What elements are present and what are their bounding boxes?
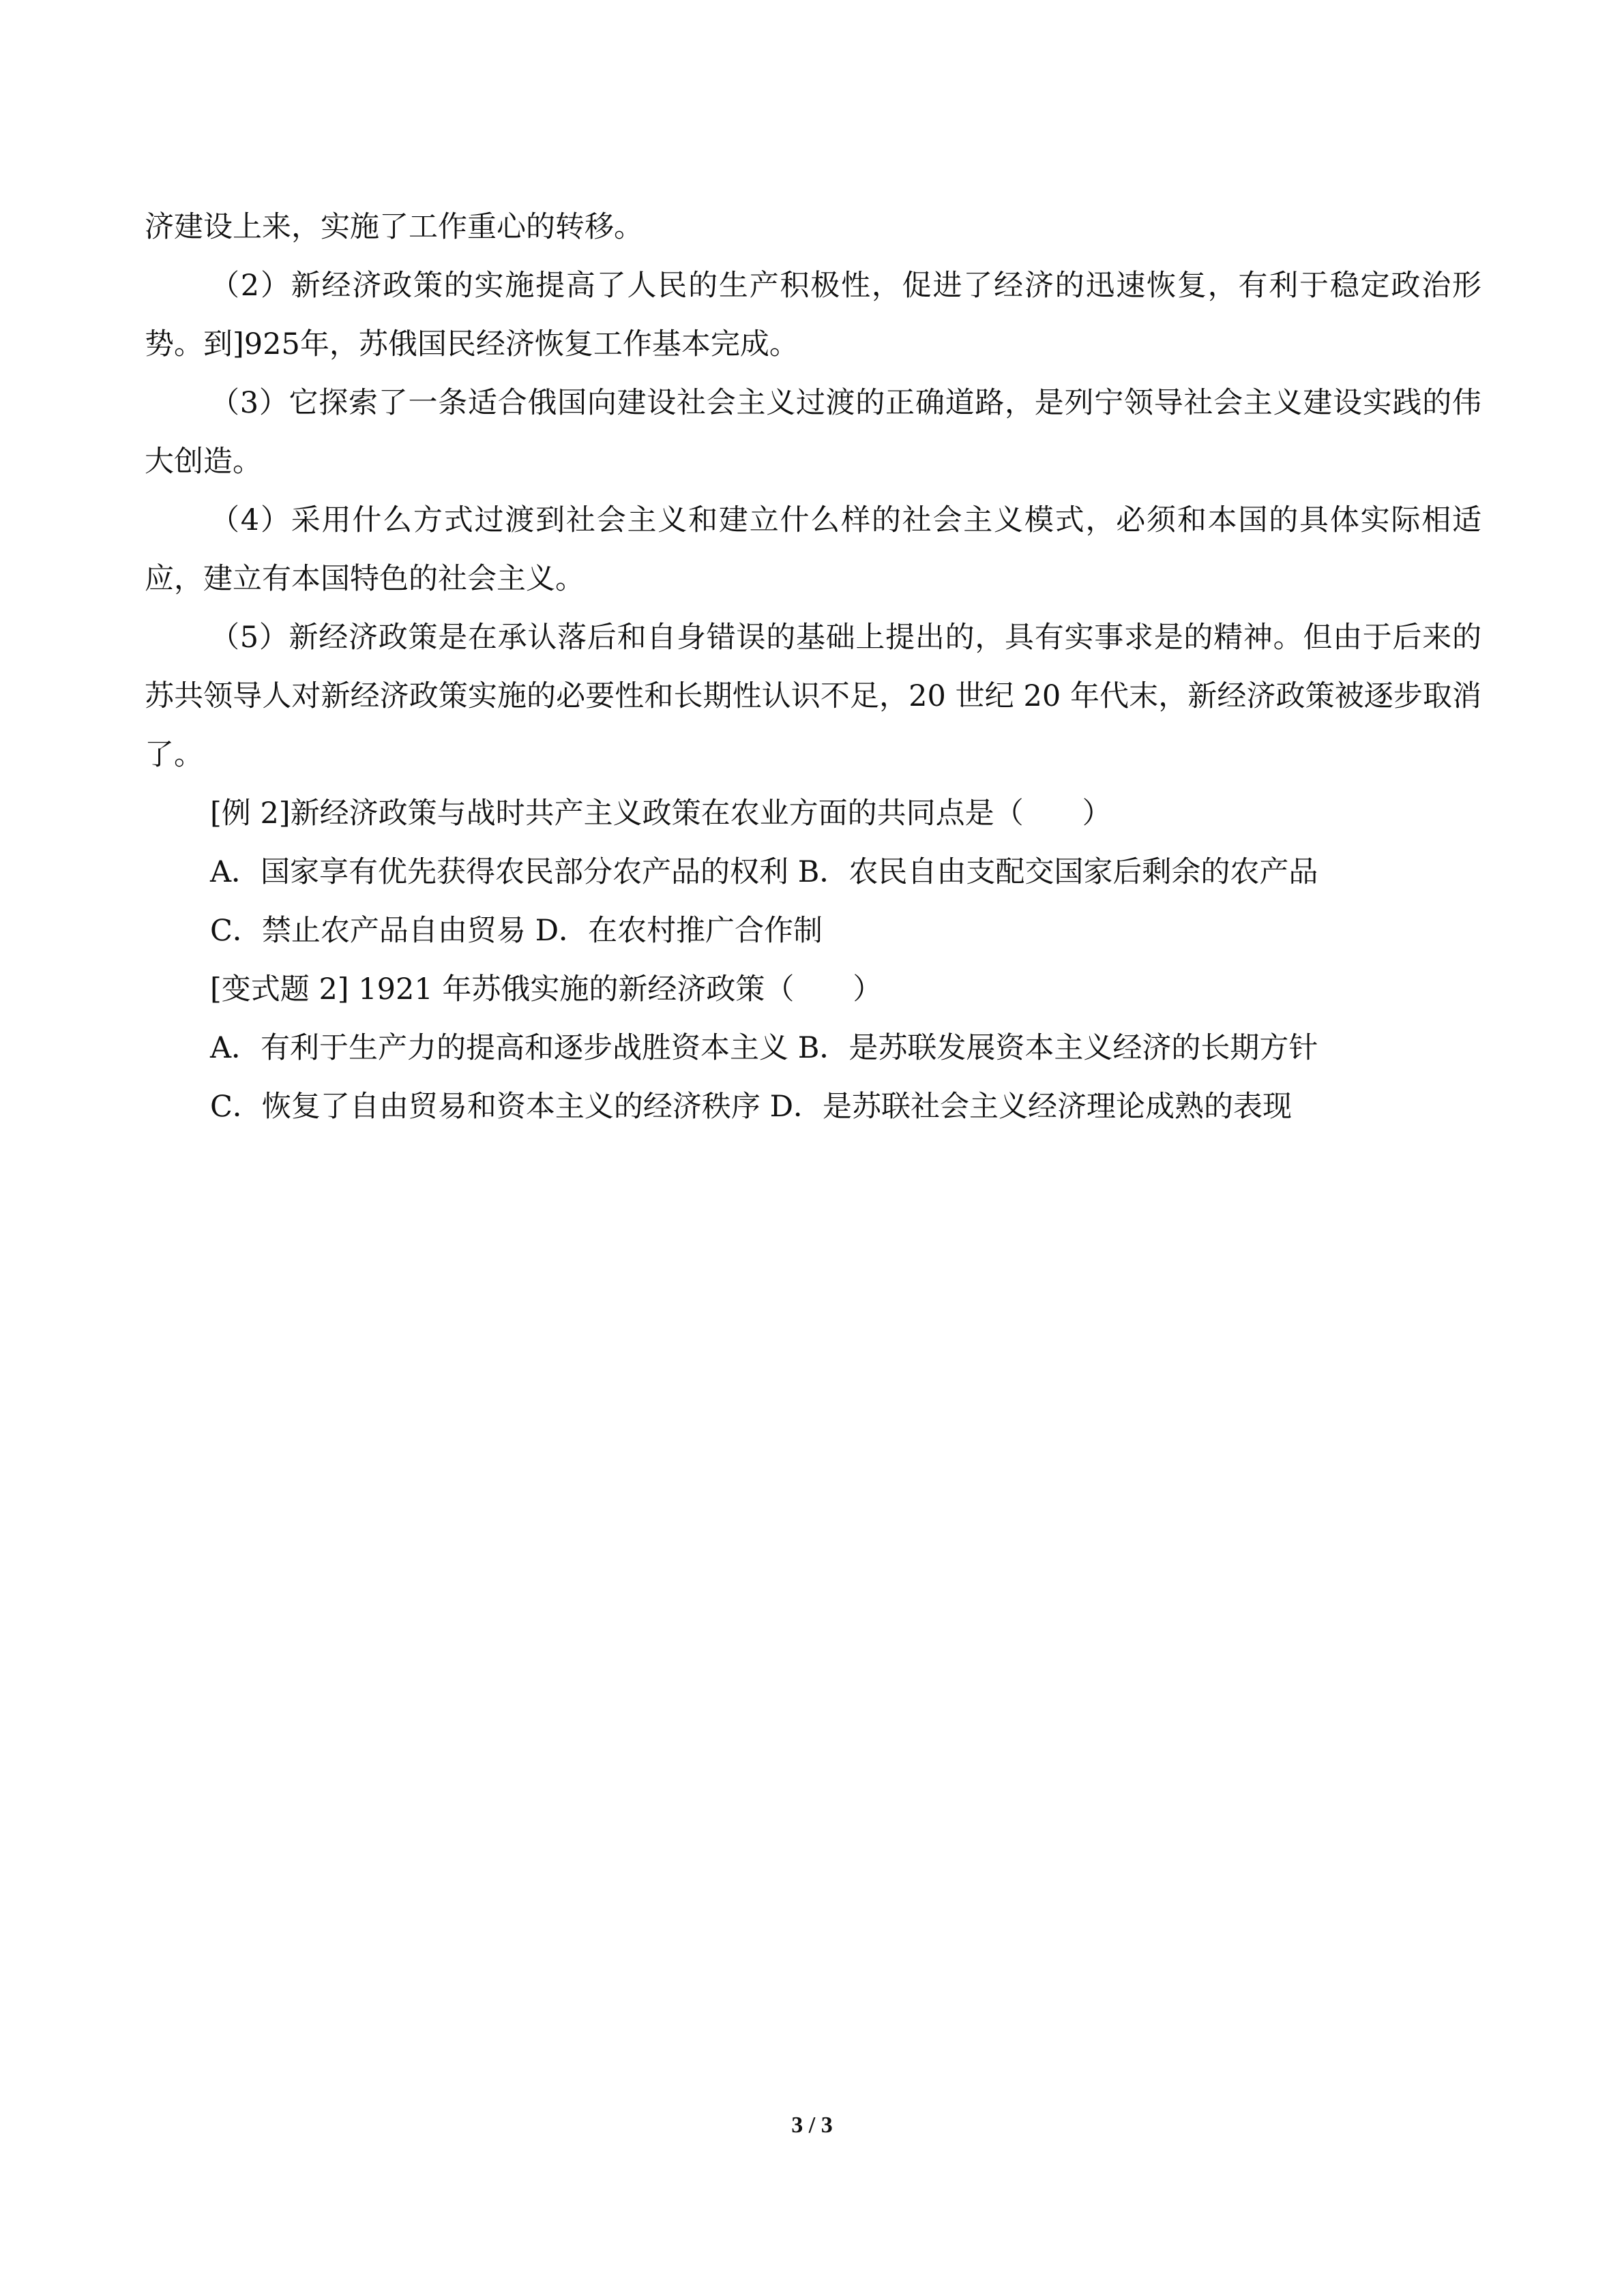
paragraph-point-5: （5）新经济政策是在承认落后和自身错误的基础上提出的，具有实事求是的精神。但由于后来的苏共领导人对新经济政策实施的必要性和长期性认识不足，20 世纪 20 年代末，新经济政策被逐步取消了。 [145, 621, 1481, 772]
variant-2-options-cd: C．恢复了自由贸易和资本主义的经济秩序 D．是苏联社会主义经济理论成熟的表现 [210, 1090, 1293, 1124]
paragraph-continuation: 济建设上来，实施了工作重心的转移。 [145, 210, 643, 244]
example-2-question: [例 2]新经济政策与战时共产主义政策在农业方面的共同点是（ ） [210, 796, 1112, 831]
paragraph-point-4: （4）采用什么方式过渡到社会主义和建立什么样的社会主义模式，必须和本国的具体实际相适应，建立有本国特色的社会主义。 [145, 503, 1481, 596]
paragraph-point-2: （2）新经济政策的实施提高了人民的生产积极性，促进了经济的迅速恢复，有利于稳定政治形势。到]925年，苏俄国民经济恢复工作基本完成。 [145, 269, 1481, 361]
variant-2-question: [变式题 2] 1921 年苏俄实施的新经济政策（ ） [210, 972, 883, 1007]
variant-2-options-ab: A．有利于生产力的提高和逐步战胜资本主义 B．是苏联发展资本主义经济的长期方针 [210, 1031, 1318, 1065]
document-body [145, 198, 1481, 1136]
example-2-options-ab: A．国家享有优先获得农民部分农产品的权利 B．农民自由支配交国家后剩余的农产品 [210, 855, 1318, 889]
example-2-options-cd: C．禁止农产品自由贸易 D．在农村推广合作制 [210, 914, 823, 948]
page-number: 3 / 3 [791, 2113, 833, 2138]
paragraph-point-3: （3）它探索了一条适合俄国向建设社会主义过渡的正确道路，是列宁领导社会主义建设实践的伟大创造。 [145, 386, 1481, 479]
